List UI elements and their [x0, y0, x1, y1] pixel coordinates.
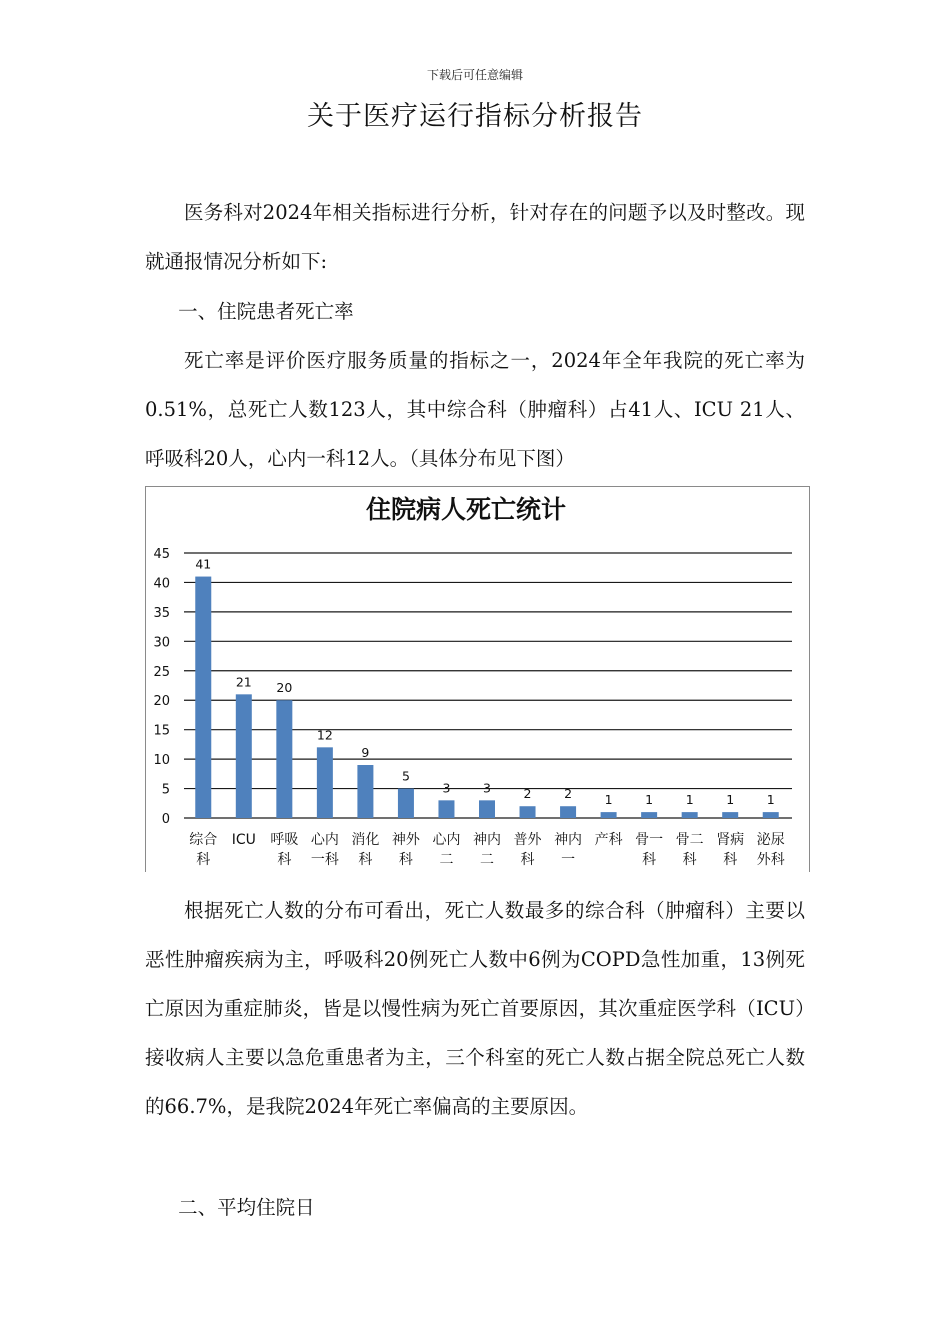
- bar-14: [763, 812, 779, 818]
- bar-3: [317, 747, 333, 818]
- y-tick-label: 30: [153, 635, 170, 651]
- x-tick-label: 肾病: [716, 832, 745, 848]
- document-title: 关于医疗运行指标分析报告: [307, 101, 643, 132]
- x-tick-label: 呼吸: [270, 832, 299, 848]
- data-label: 1: [726, 792, 735, 808]
- y-tick-label: 40: [153, 576, 170, 592]
- x-tick-label: 科: [642, 852, 657, 868]
- x-tick-label: 科: [358, 852, 373, 868]
- y-tick-label: 15: [153, 723, 170, 739]
- data-label: 2: [523, 786, 532, 802]
- page-header-note: 下载后可任意编辑: [426, 68, 523, 82]
- data-label: 41: [195, 556, 212, 572]
- x-tick-label: 科: [682, 852, 697, 868]
- data-label: 1: [645, 792, 654, 808]
- bar-12: [682, 812, 698, 818]
- y-tick-label: 10: [153, 753, 170, 769]
- y-tick-label: 0: [161, 812, 170, 827]
- x-tick-label: 骨二: [675, 832, 704, 848]
- data-label: 20: [276, 680, 293, 696]
- x-tick-label: 神外: [391, 832, 420, 848]
- bar-11: [641, 812, 657, 818]
- chart-svg: [146, 487, 809, 873]
- intro-paragraph: 医务科对2024年相关指标进行分析，针对存在的问题予以及时整改。现就通报情况分析如下:: [145, 201, 805, 273]
- x-tick-label: 消化: [351, 832, 380, 848]
- data-label: 3: [483, 780, 491, 796]
- x-tick-label: 心内: [432, 832, 461, 848]
- bar-1: [236, 694, 252, 818]
- chart-title: 住院病人死亡统计: [365, 495, 567, 524]
- data-label: 21: [235, 674, 252, 690]
- data-label: 12: [316, 727, 333, 743]
- x-tick-label: 科: [520, 852, 535, 868]
- bar-5: [398, 789, 414, 818]
- data-label: 1: [766, 792, 775, 808]
- y-tick-label: 35: [153, 605, 170, 621]
- x-tick-label: 科: [723, 852, 738, 868]
- bar-13: [722, 812, 738, 818]
- x-tick-label: 神内: [554, 832, 583, 848]
- data-label: 1: [685, 792, 694, 808]
- x-tick-label: 骨一: [635, 832, 664, 848]
- section1-heading: 一、住院患者死亡率: [178, 300, 354, 323]
- x-tick-label: 科: [398, 852, 413, 868]
- section2-heading: 二、平均住院日: [178, 1196, 315, 1219]
- x-tick-label: 一: [561, 852, 576, 868]
- x-tick-label: 外科: [756, 852, 785, 868]
- bar-7: [479, 800, 495, 818]
- x-tick-label: 二: [480, 852, 494, 868]
- data-label: 5: [401, 768, 410, 784]
- bar-2: [276, 700, 292, 818]
- bar-6: [438, 800, 454, 818]
- x-tick-label: 一科: [310, 852, 339, 868]
- x-tick-label: 普外: [513, 832, 542, 848]
- x-tick-label: 科: [277, 852, 292, 868]
- y-tick-label: 5: [161, 782, 170, 798]
- y-tick-label: 25: [153, 664, 170, 680]
- x-tick-label: 心内: [310, 832, 339, 848]
- x-tick-label: 神内: [473, 832, 501, 848]
- data-label: 2: [564, 786, 573, 802]
- bar-0: [195, 577, 211, 818]
- x-tick-label: 二: [439, 852, 454, 868]
- x-tick-label: 综合: [189, 832, 218, 848]
- x-tick-label: 产科: [594, 832, 623, 848]
- bar-10: [601, 812, 617, 818]
- x-tick-label: 科: [196, 852, 211, 868]
- bar-9: [560, 806, 576, 818]
- data-label: 1: [604, 792, 613, 808]
- analysis-paragraph: 根据死亡人数的分布可看出，死亡人数最多的综合科（肿瘤科）主要以恶性肿瘤疾病为主，呼吸科20例死亡人数中6例为COPD急性加重，13例死亡原因为重症肺炎，皆是以慢性病为死亡首要原因，其次重症医学科（ICU）接收病人主要以急危重患者为主，三个科室的死亡人数占据全院总死亡人数的66.7%，是我院2024年死亡率偏高的主要原因。: [145, 899, 805, 1118]
- y-tick-label: 20: [153, 694, 170, 710]
- data-label: 9: [361, 745, 370, 760]
- death-statistics-chart: [145, 486, 810, 872]
- y-tick-label: 45: [153, 547, 170, 562]
- x-tick-label: 泌尿: [756, 832, 785, 848]
- section1-body: 死亡率是评价医疗服务质量的指标之一，2024年全年我院的死亡率为0.51%，总死亡人数123人，其中综合科（肿瘤科）占41人、ICU 21人、呼吸科20人，心内一科12人。（具体分布见下图）: [145, 349, 805, 470]
- bar-4: [357, 765, 373, 818]
- data-label: 3: [442, 780, 451, 796]
- bar-8: [520, 806, 536, 818]
- x-tick-label: ICU: [231, 832, 256, 848]
